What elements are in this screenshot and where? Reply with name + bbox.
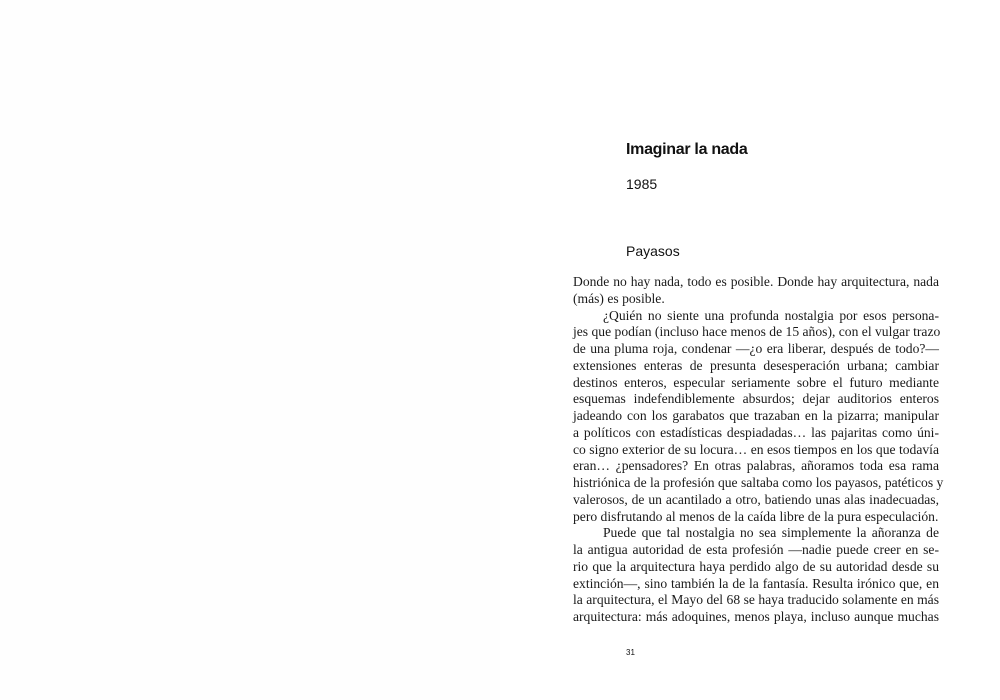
- body-text: [573, 274, 944, 626]
- paragraph: [573, 274, 939, 308]
- page-number: 31: [626, 648, 635, 657]
- text-line: a políticos con estadísticas despiadadas… las pajaritas como úni-: [573, 424, 939, 440]
- text-line: (más) es posible.: [573, 290, 665, 306]
- text-line: extinción—, sino también la de la fantasía. Resulta irónico que, en: [573, 575, 939, 591]
- paragraph: [573, 525, 939, 626]
- right-page: [500, 0, 1000, 700]
- text-line: Puede que tal nostalgia no sea simplemente la añoranza de: [603, 525, 939, 541]
- text-line: arquitectura: más adoquines, menos playa, incluso aunque muchas: [573, 609, 939, 624]
- text-line: jes que podían (incluso hace menos de 15 años), con el vulgar trazo: [573, 324, 941, 340]
- chapter-year: 1985: [626, 176, 658, 192]
- text-line: jadeando con los garabatos que trazaban en la pizarra; manipular: [573, 408, 939, 423]
- paragraph: [573, 307, 944, 526]
- text-line: la antigua autoridad de esta profesión —nadie puede creer en se-: [573, 542, 939, 557]
- text-line: destinos enteros, especular seriamente sobre el futuro mediante: [573, 374, 939, 390]
- text-line: valerosos, de un acantilado a otro, batiendo unas alas inadecuadas,: [573, 491, 939, 507]
- text-line: esquemas indefendiblemente absurdos; dejar auditorios enteros: [573, 391, 939, 407]
- text-line: co signo exterior de su locura… en esos tiempos en los que todavía: [573, 441, 939, 457]
- text-line: rio que la arquitectura haya perdido algo de su autoridad desde su: [573, 558, 939, 574]
- text-line: eran… ¿pensadores? En otras palabras, añoramos toda esa rama: [573, 458, 939, 474]
- section-title: Payasos: [626, 243, 680, 259]
- text-line: Donde no hay nada, todo es posible. Donde hay arquitectura, nada: [573, 274, 939, 289]
- text-line: extensiones enteras de presunta desesperación urbana; cambiar: [573, 357, 939, 373]
- text-line: histriónica de la profesión que saltaba como los payasos, patéticos y: [573, 475, 944, 490]
- chapter-title: Imaginar la nada: [626, 141, 748, 158]
- text-line: ¿Quién no siente una profunda nostalgia por esos persona-: [603, 307, 939, 323]
- text-line: pero disfrutando al menos de la caída libre de la pura especulación.: [573, 508, 939, 524]
- text-line: la arquitectura, el Mayo del 68 se haya traducido solamente en más: [573, 592, 939, 608]
- text-line: de una pluma roja, condenar —¿o era liberar, después de todo?—: [573, 341, 939, 356]
